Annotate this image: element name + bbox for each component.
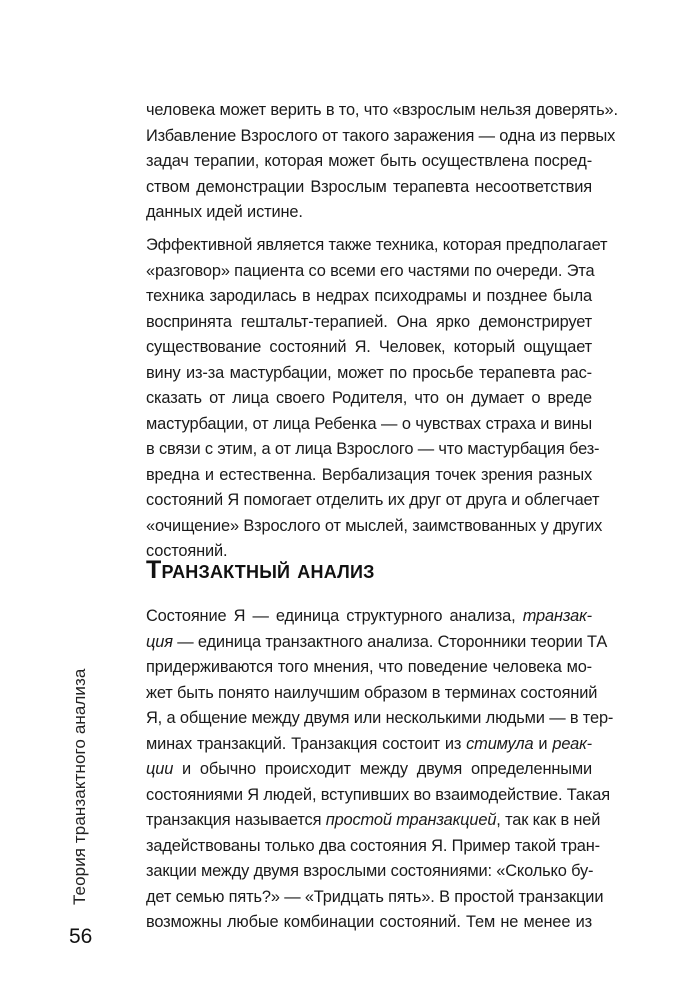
text-run: минах транзакций. Транзакция состоит из	[146, 734, 467, 753]
text-line	[146, 732, 592, 758]
text-line: данных идей истине.	[146, 203, 303, 221]
section-heading: Транзактный анализ	[146, 556, 375, 584]
italic-term: стимула	[466, 734, 534, 753]
paragraph-2	[146, 233, 608, 565]
text-line: мастурбации, от лица Ребенка — о чувствах страха и вины	[146, 414, 592, 433]
text-line: состояний.	[146, 542, 228, 560]
italic-term: ции	[146, 760, 174, 778]
italic-term: простой транзакцией	[325, 811, 497, 829]
text-line: воспринята гештальт-терапией. Она ярко демонстрирует	[146, 312, 592, 331]
text-run: и	[533, 734, 553, 753]
italic-term: ция	[146, 632, 173, 651]
text-line: возможны любые комбинации состояний. Тем не менее из	[146, 913, 592, 931]
running-head: Теория транзактного анализа	[70, 668, 89, 905]
paragraph-3	[146, 604, 614, 936]
text-run: Состояние Я — единица структурного анализа,	[146, 607, 523, 625]
text-line: ством демонстрации Взрослым терапевта несоответствия	[146, 177, 592, 196]
text-line: дет семью пять?» — «Тридцать пять». В простой транзакции	[146, 887, 604, 906]
text-line: человека может верить в то, что «взрослым нельзя доверять».	[146, 101, 618, 119]
italic-term: реак-	[552, 734, 592, 753]
text-line: Я, а общение между двумя или несколькими людьми — в тер-	[146, 709, 614, 727]
text-run: — единица транзактного анализа. Сторонники теории ТА	[172, 632, 608, 651]
text-line: «очищение» Взрослого от мыслей, заимствованных у других	[146, 516, 603, 535]
text-line	[146, 630, 608, 656]
text-line: закции между двумя взрослыми состояниями: «Сколько бу-	[146, 862, 594, 880]
italic-term: транзак-	[522, 607, 592, 625]
text-line: существование состояний Я. Человек, который ощущает	[146, 338, 592, 356]
text-run: транзакция называется	[146, 811, 326, 829]
text-line: вредна и естественна. Вербализация точек зрения разных	[146, 465, 592, 484]
text-line: задач терапии, которая может быть осуществлена посред-	[146, 152, 592, 170]
text-line: Избавление Взрослого от такого заражения — одна из первых	[146, 126, 616, 145]
text-line	[146, 604, 592, 630]
text-line: задействованы только два состояния Я. Пример такой тран-	[146, 836, 600, 855]
text-line: техника зародилась в недрах психодрамы и позднее была	[146, 287, 592, 305]
text-run: , так как в ней	[496, 811, 601, 829]
text-line: вину из-за мастурбации, может по просьбе терапевта рас-	[146, 363, 592, 382]
text-line: придерживаются того мнения, что поведение человека мо-	[146, 658, 592, 676]
text-line: Эффективной является также техника, которая предполагает	[146, 236, 608, 254]
text-line: жет быть понято наилучшим образом в терминах состояний	[146, 683, 598, 702]
text-line: «разговор» пациента со всеми его частями по очереди. Эта	[146, 261, 595, 280]
text-line: состояниями Я людей, вступивших во взаимодействие. Такая	[146, 785, 610, 804]
text-line: в связи с этим, а от лица Взрослого — что мастурбация без-	[146, 440, 600, 458]
paragraph-1	[146, 98, 618, 226]
text-line: сказать от лица своего Родителя, что он думает о вреде	[146, 389, 592, 407]
page-number: 56	[69, 925, 93, 948]
text-line	[146, 808, 601, 834]
text-line: состояний Я помогает отделить их друг от друга и облегчает	[146, 491, 600, 509]
text-run: и обычно происходит между двумя определенными	[173, 760, 592, 778]
text-line	[146, 757, 592, 783]
